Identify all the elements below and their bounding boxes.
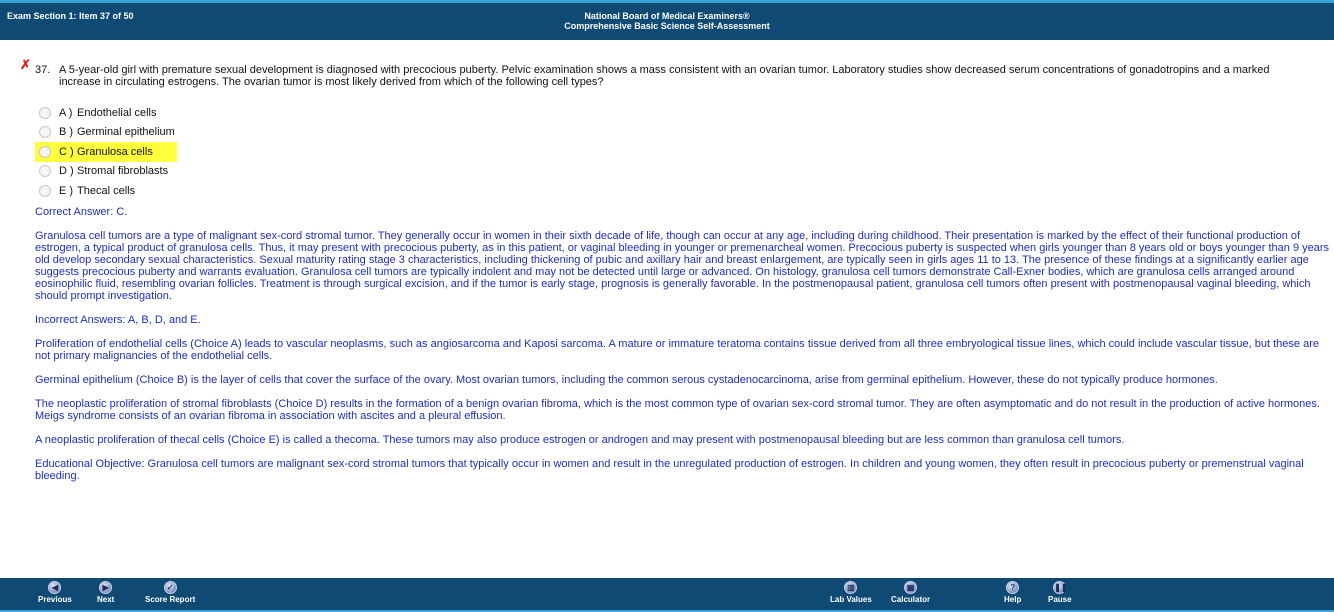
option-text: Stromal fibroblasts bbox=[77, 165, 169, 178]
option-text: Thecal cells bbox=[77, 184, 136, 197]
previous-button[interactable] bbox=[38, 581, 72, 604]
check-icon: ✓ bbox=[164, 581, 177, 594]
option-text: Granulosa cells bbox=[77, 145, 153, 158]
calculator-button[interactable] bbox=[891, 581, 930, 604]
choice-d-explanation: The neoplastic proliferation of stromal fibroblasts (Choice D) results in the formation of a benign ovarian fibroma, which is the most common type of ovarian sex-cord stromal tumor. They are often asymptomatic and do not result in the production of active hormones. Meigs syndrome consists of an ovarian fibroma in association with ascites and a pleural effusion. bbox=[35, 398, 1320, 422]
option-letter: D ) bbox=[59, 165, 74, 178]
next-label: Next bbox=[97, 595, 115, 604]
pause-button[interactable] bbox=[1048, 581, 1072, 604]
radio-button[interactable] bbox=[39, 107, 51, 119]
lab-icon: ▥ bbox=[844, 581, 857, 594]
exam-name: Comprehensive Basic Science Self-Assessment bbox=[564, 21, 770, 31]
choice-b-explanation: Germinal epithelium (Choice B) is the layer of cells that cover the surface of the ovary. Most ovarian tumors, including the common serous cystadenocarcinoma, arise from germinal epithelium. However, these do not typically produce hormones. bbox=[35, 374, 1218, 386]
previous-label: Previous bbox=[38, 595, 72, 604]
choice-e-explanation: A neoplastic proliferation of thecal cells (Choice E) is called a thecoma. These tumors may also produce estrogen or androgen and may present with postmenopausal bleeding but are less common than granulosa cell tumors. bbox=[35, 434, 1125, 446]
right-arrow-icon: ▶ bbox=[99, 581, 112, 594]
explanation bbox=[35, 206, 1331, 494]
lab-values-button[interactable] bbox=[830, 581, 872, 604]
option-e[interactable] bbox=[35, 181, 177, 201]
incorrect-answers: Incorrect Answers: A, B, D, and E. bbox=[35, 314, 201, 326]
help-button[interactable] bbox=[1004, 581, 1021, 604]
option-text: Endothelial cells bbox=[77, 106, 157, 119]
calculator-icon: ▦ bbox=[904, 581, 917, 594]
option-letter: A ) bbox=[59, 106, 73, 119]
educational-objective: Educational Objective: Granulosa cell tumors are malignant sex-cord stromal tumors that typically occur in women and result in the unregulated production of estrogen. In children and young women, they often result in precocious puberty or premenstrual vaginal bleeding. bbox=[35, 458, 1304, 482]
question-panel bbox=[0, 40, 1334, 578]
choice-a-explanation: Proliferation of endothelial cells (Choice A) leads to vascular neoplasms, such as angiosarcoma and Kaposi sarcoma. A mature or immature teratoma contains tissue derived from all three embryological tissue lines, which could include vascular tissue, but these are not primary malignancies of the endothelial cells. bbox=[35, 338, 1319, 362]
exam-title-block bbox=[0, 11, 1334, 31]
option-letter: C ) bbox=[59, 145, 74, 158]
question-stem: A 5-year-old girl with premature sexual development is diagnosed with precocious puberty. Pelvic examination shows a mass consistent with an ovarian tumor. Laboratory studies show decreased serum concentrations of gonadotropins and a marked increase in circulating estrogens. The ovarian tumor is most likely derived from which of the following cell types? bbox=[59, 64, 1270, 88]
lab-values-label: Lab Values bbox=[830, 595, 872, 604]
answer-options bbox=[35, 103, 177, 201]
pause-label: Pause bbox=[1048, 595, 1072, 604]
question-number: 37. bbox=[35, 64, 51, 76]
bottom-toolbar bbox=[0, 578, 1334, 612]
left-arrow-icon: ◀ bbox=[48, 581, 61, 594]
radio-button[interactable] bbox=[39, 146, 51, 158]
option-a[interactable] bbox=[35, 103, 177, 123]
pause-icon: ❚❚ bbox=[1054, 583, 1068, 592]
radio-button[interactable] bbox=[39, 126, 51, 138]
option-d[interactable] bbox=[35, 162, 177, 182]
calculator-label: Calculator bbox=[891, 595, 931, 604]
question-icon: ? bbox=[1006, 581, 1019, 594]
correct-answer: Correct Answer: C. bbox=[35, 206, 128, 218]
correct-explanation: Granulosa cell tumors are a type of malignant sex-cord stromal tumor. They generally occur in women in their sixth decade of life, though can occur at any age, including during childhood. Their presentation is marked by the effect of their functional production of estrogen, a typical product of granulosa cells. Thus, it may present with precocious puberty, as in this patient, or vaginal bleeding in younger or premenarcheal women. Precocious puberty is suspected when girls younger than 8 years old or boys younger than 9 years old develop secondary sexual characteristics. Sexual maturity rating stage 3 characteristics, including thickening of pubic and axillary hair and breast enlargement, are typically seen in girls ages 11 to 13. The presence of these findings at a significantly earlier age suggests precocious puberty and warrants evaluation. Granulosa cell tumors are typically indolent and may not be detected until large or advanced. On histology, granulosa cell tumors demonstrate Call-Exner bodies, which are granulosa cells arranged around eosinophilic fluid, resembling ovarian follicles. Treatment is through surgical excision, and if the tumor is early stage, prognosis is generally favorable. In the postmenopausal patient, granulosa cell tumors often present with postmenopausal vaginal bleeding, which should prompt investigation. bbox=[35, 230, 1330, 302]
x-flag-icon[interactable]: ✗ bbox=[20, 57, 31, 72]
option-letter: B ) bbox=[59, 126, 74, 139]
next-button[interactable] bbox=[97, 581, 114, 604]
option-text: Germinal epithelium bbox=[77, 126, 175, 139]
radio-button[interactable] bbox=[39, 185, 51, 197]
option-letter: E ) bbox=[59, 184, 74, 197]
option-c[interactable] bbox=[35, 142, 177, 162]
top-bar bbox=[0, 0, 1334, 40]
radio-button[interactable] bbox=[39, 165, 51, 177]
help-label: Help bbox=[1004, 595, 1022, 604]
option-b[interactable] bbox=[35, 123, 177, 143]
score-report-button[interactable] bbox=[145, 581, 195, 604]
org-name: National Board of Medical Examiners® bbox=[584, 11, 750, 21]
item-counter: Exam Section 1: Item 37 of 50 bbox=[7, 11, 134, 21]
score-report-label: Score Report bbox=[145, 595, 196, 604]
